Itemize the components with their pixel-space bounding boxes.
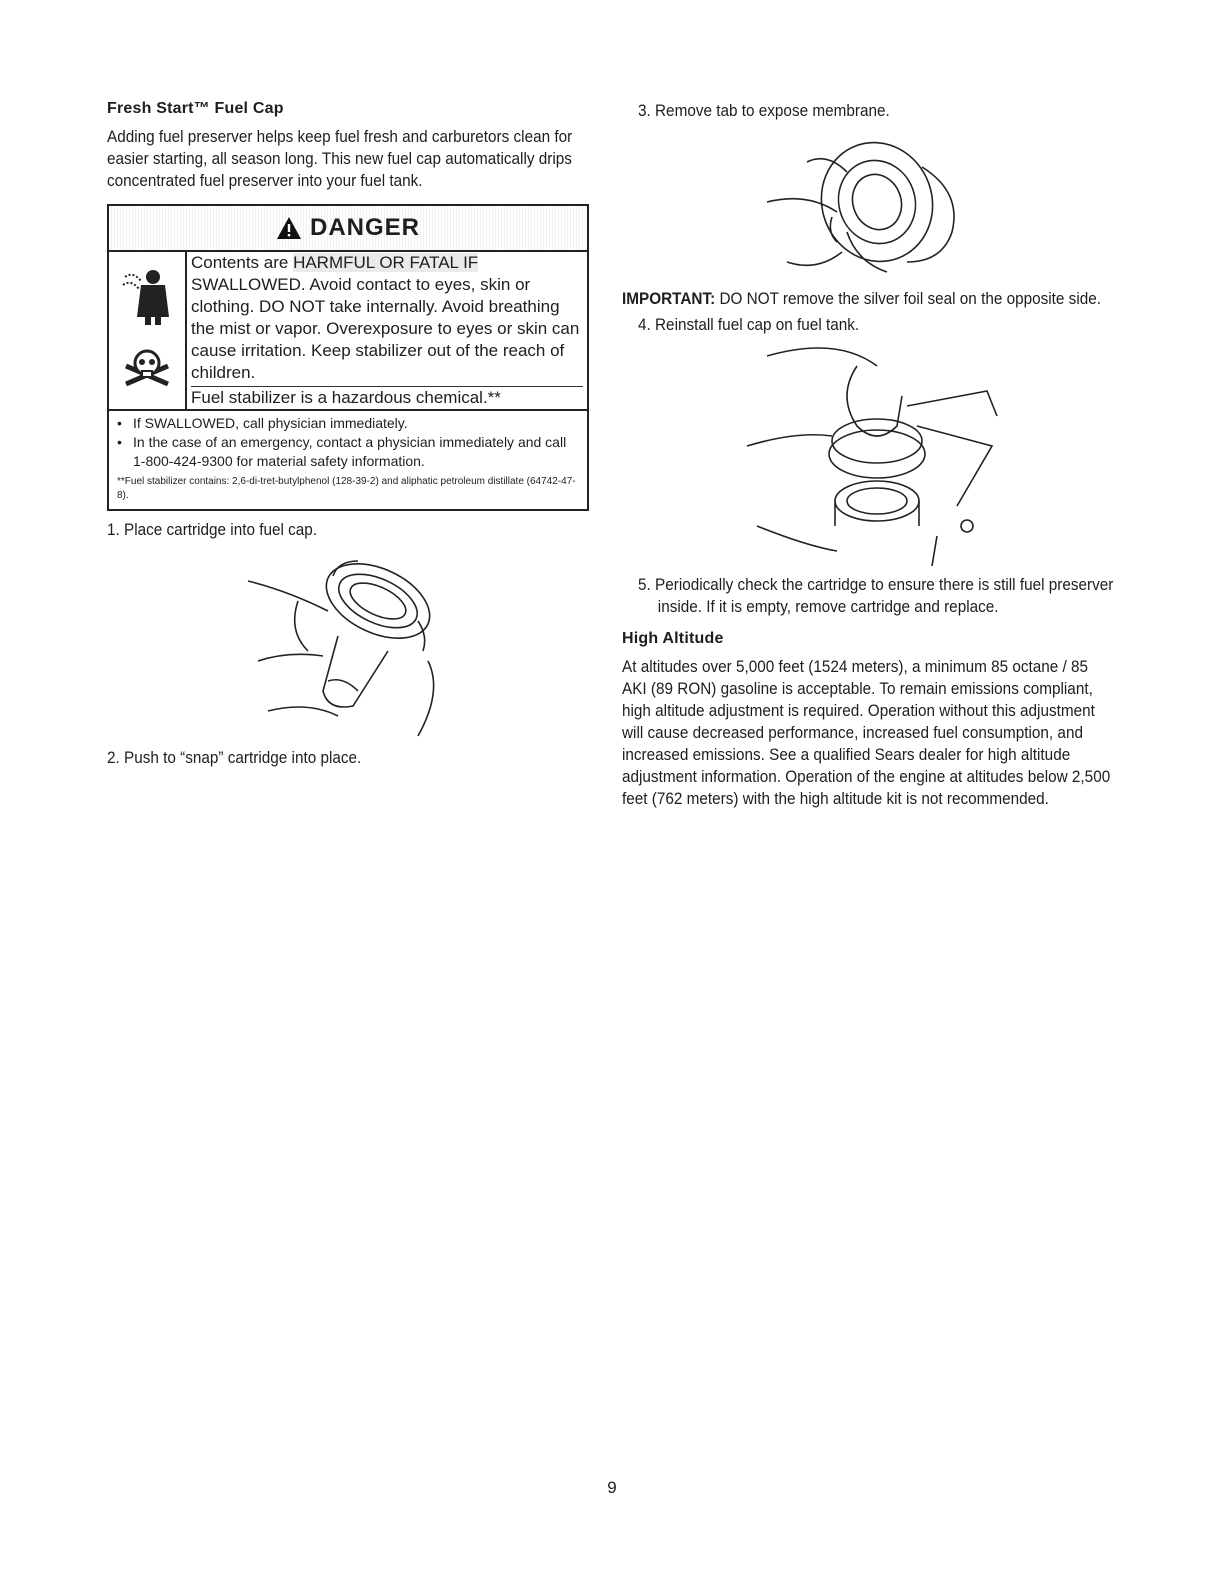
important-label: IMPORTANT: [622,289,716,308]
reinstall-cap-illustration [727,336,1007,566]
danger-body: SWALLOWED. Avoid contact to eyes, skin or clothing. DO NOT take internally. Avoid breathing the mist or vapor. Overexposure to eyes or skin can cause irritation. Keep stabilizer out of the reach of children. [191,275,580,382]
high-altitude-heading: High Altitude [622,630,724,647]
remove-tab-illustration [747,122,987,282]
step-1: 1. Place cartridge into fuel cap. [107,520,318,539]
important-note [622,288,1112,310]
step-5: 5. Periodically check the cartridge to ensure there is still fuel preserver inside. If it is empty, remove cartridge and replace. [638,575,1114,616]
danger-header [109,206,587,252]
step-2: 2. Push to “snap” cartridge into place. [107,748,362,767]
fresh-start-heading: Fresh Start™ Fuel Cap [107,100,284,117]
chemical-exposure-icon [119,267,175,327]
danger-bullet-text: If SWALLOWED, call physician immediately. [133,415,408,431]
important-text: DO NOT remove the silver foil seal on the opposite side. [715,289,1102,308]
right-column [622,100,1112,810]
page-number: 9 [607,1478,617,1497]
warning-triangle-icon [276,216,302,240]
danger-line1-highlight: HARMFUL OR FATAL IF [293,253,479,272]
danger-bullet: • If SWALLOWED, call physician immediately. [117,415,408,431]
danger-hazard-statement: Fuel stabilizer is a hazardous chemical.** [191,386,583,409]
step-3: 3. Remove tab to expose membrane. [638,101,890,120]
danger-box [107,204,589,511]
danger-title: DANGER [309,214,420,241]
danger-line1-prefix: Contents are [191,253,294,272]
cartridge-into-cap-illustration [228,541,468,741]
step-4: 4. Reinstall fuel cap on fuel tank. [638,315,860,334]
high-altitude-text: At altitudes over 5,000 feet (1524 meters), a minimum 85 octane / 85 AKI (89 RON) gasoline is acceptable. To remain emissions compliant, high altitude adjustment is required. Operation without this adjustment will cause decreased performance, increased fuel consumption, and increased emissions. See a qualified Sears dealer for high altitude adjustment information. Operation of the engine at altitudes below 2,500 feet (762 meters) with the high altitude kit is not recommended. [622,657,1111,808]
danger-warning-text [187,252,587,409]
danger-icons [109,252,187,409]
danger-bullet: • In the case of an emergency, contact a physician immediately and call 1-800-424-9300 for material safety information. [117,433,579,471]
danger-main-row [109,252,587,411]
skull-crossbones-icon [120,346,174,394]
danger-footnote: **Fuel stabilizer contains: 2,6-di-tret-butylphenol (128-39-2) and aliphatic petroleum distillate (64742-47-8). [117,476,576,501]
fresh-start-intro: Adding fuel preserver helps keep fuel fresh and carburetors clean for easier starting, all season long. This new fuel cap automatically drips concentrated fuel preserver into your fuel tank. [107,127,573,190]
danger-bullet-text: In the case of an emergency, contact a physician immediately and call 1-800-424-9300 for material safety information. [133,434,567,469]
danger-bullets [109,411,587,471]
left-column [107,100,589,769]
